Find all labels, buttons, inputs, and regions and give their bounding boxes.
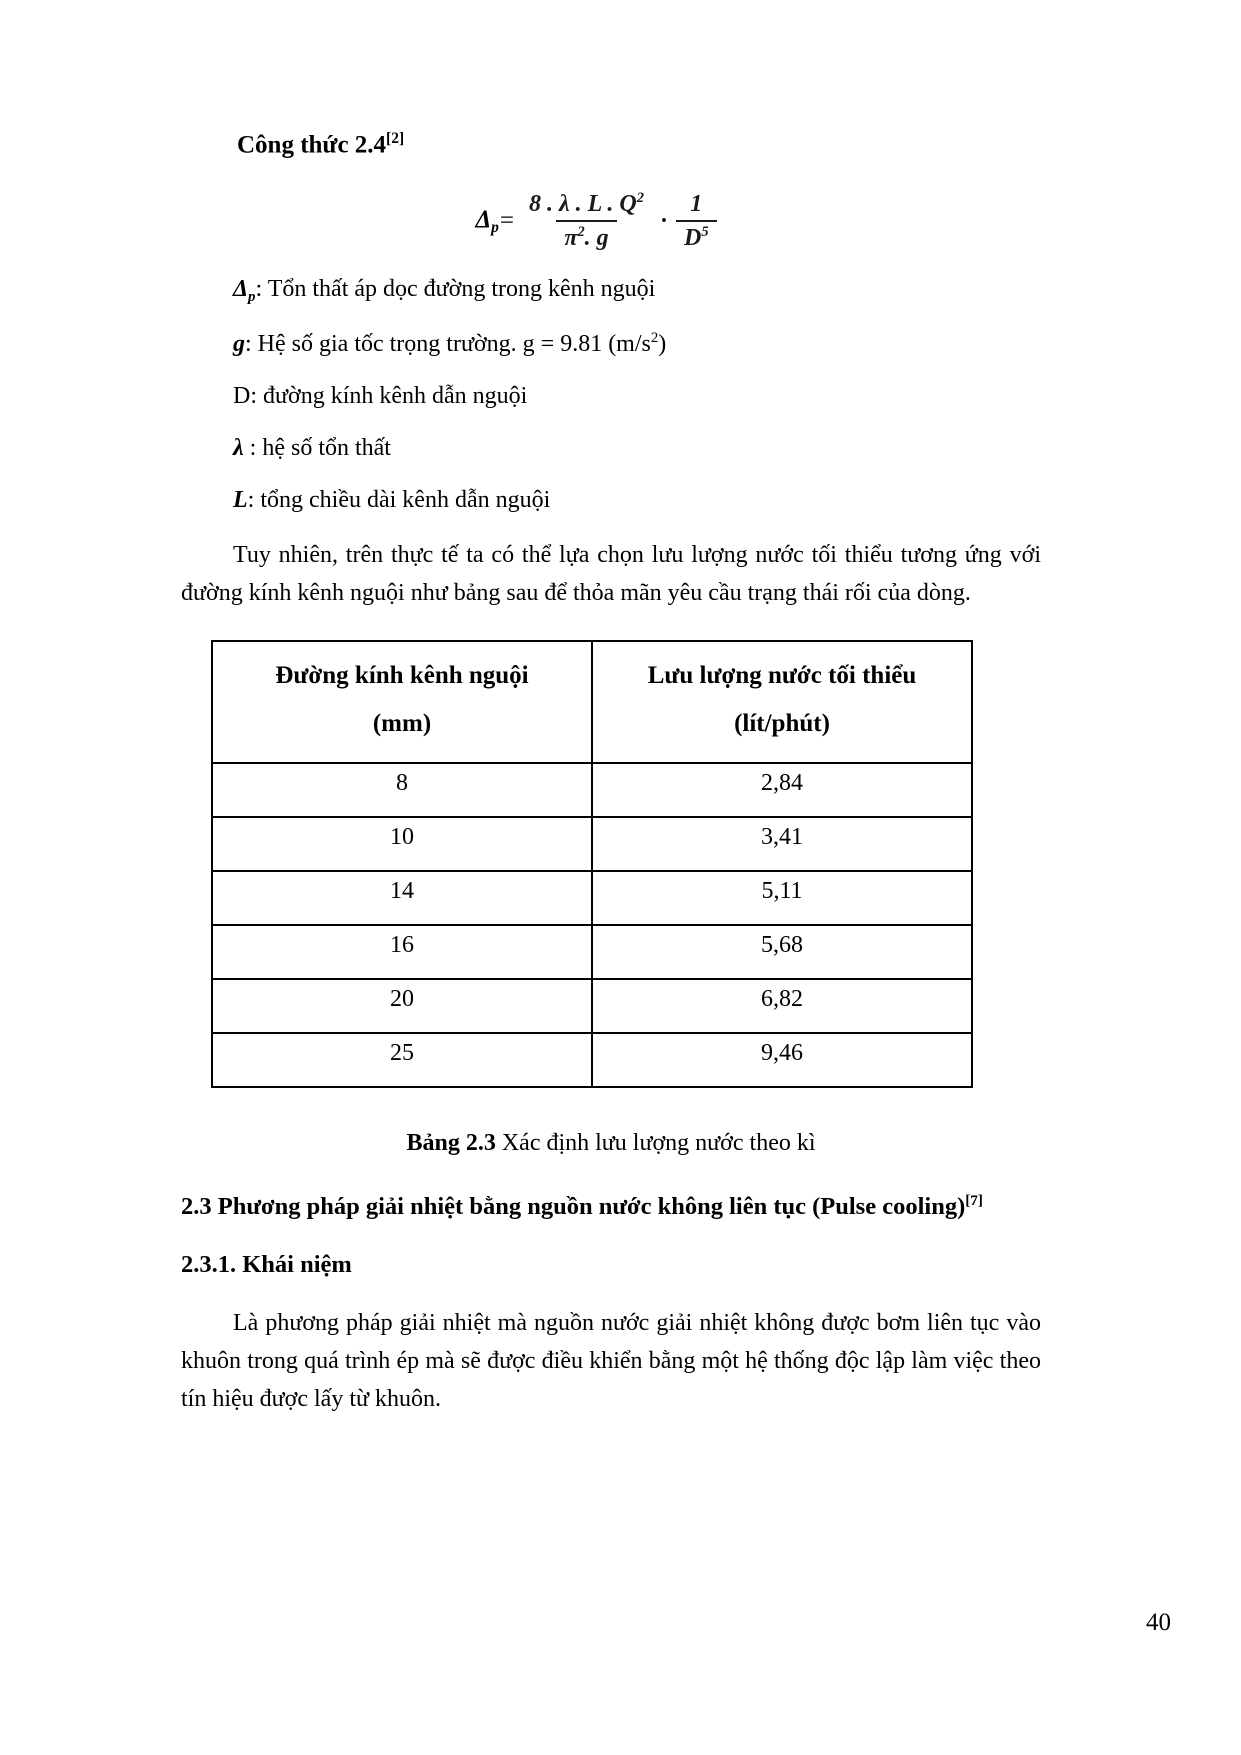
formula-numerator-exponent: 2: [636, 190, 644, 207]
closing-paragraph: Là phương pháp giải nhiệt mà nguồn nước giải nhiệt không được bơm liên tục vào khuôn trong quá trình ép mà sẽ được điều khiển bằng một hệ thống độc lập làm việc theo tín hiệu được lấy từ khuôn.: [181, 1310, 1041, 1413]
table-row: [212, 1033, 972, 1087]
definition-delta-p: [181, 274, 1041, 306]
formula-denominator-text: π: [564, 225, 578, 252]
table-header-flow-unit: (lít/phút): [734, 709, 830, 737]
table-cell-flow: 6,82: [592, 979, 972, 1033]
table-cell-flow: 5,68: [592, 925, 972, 979]
formula-heading-text: Công thức 2.4: [237, 131, 387, 159]
definition-text: : Tổn thất áp dọc đường trong kênh nguội: [255, 276, 656, 303]
formula-denominator-rest: . g: [584, 225, 609, 252]
definition-symbol: L: [233, 486, 248, 513]
formula-heading: [237, 130, 1041, 160]
formula-second-numerator: 1: [690, 190, 703, 217]
definition-text: : đường kính kênh dẫn nguội: [250, 382, 528, 409]
definition-exponent: 2: [650, 329, 659, 346]
table-caption-text: Xác định lưu lượng nước theo kì: [495, 1130, 816, 1157]
definition-d: [181, 381, 1041, 411]
page-number: 40: [1146, 1609, 1171, 1636]
flow-rate-table: [211, 640, 973, 1088]
formula-multiplication-dot: ·: [659, 207, 668, 234]
definition-symbol: λ: [233, 434, 244, 461]
section-heading-2-3: [181, 1191, 1041, 1223]
table-header-flow-title: Lưu lượng nước tối thiểu: [647, 662, 917, 690]
table-row: [212, 871, 972, 925]
definition-symbol-text: Δ: [233, 276, 249, 303]
formula-second-denominator-text: D: [683, 224, 702, 251]
definition-text: : Hệ số gia tốc trọng trường. g = 9.81 (m/s: [245, 330, 651, 357]
table-row: [212, 979, 972, 1033]
formula-equals: =: [499, 207, 514, 235]
table-cell-flow: 3,41: [592, 817, 972, 871]
table-caption: [181, 1130, 1041, 1157]
definition-lambda: [181, 433, 1041, 463]
table-cell-diameter: 10: [212, 817, 592, 871]
definition-text-after: ): [658, 330, 667, 357]
definition-symbol: D: [233, 382, 251, 409]
formula-second-denominator: [676, 220, 717, 252]
formula-block: [181, 190, 1041, 252]
table-caption-label: Bảng 2.3: [406, 1130, 496, 1157]
formula-numerator-text: 8 . λ . L . Q: [529, 191, 637, 218]
table-cell-diameter: 25: [212, 1033, 592, 1087]
definition-l: [181, 485, 1041, 515]
definition-text: : hệ số tổn thất: [243, 434, 391, 461]
definition-symbol: g: [233, 330, 245, 357]
definition-symbol-subscript: p: [248, 289, 256, 306]
table-cell-flow: 2,84: [592, 763, 972, 817]
table-header: [212, 641, 972, 763]
table-cell-diameter: 14: [212, 871, 592, 925]
table-cell-diameter: 20: [212, 979, 592, 1033]
formula-lhs-subscript: p: [491, 218, 499, 236]
intro-paragraph: Tuy nhiên, trên thực tế ta có thể lựa chọn lưu lượng nước tối thiểu tương ứng với đường kính kênh nguội như bảng sau để thỏa mãn yêu cầu trạng thái rối của dòng.: [181, 541, 1041, 606]
page-content: [181, 130, 1041, 1419]
table-row: [212, 925, 972, 979]
formula-lhs: [475, 206, 498, 237]
definition-g: [181, 329, 1041, 359]
definition-symbol: [233, 276, 256, 306]
table-header-row: [212, 641, 972, 763]
definition-text: : tổng chiều dài kênh dẫn nguội: [247, 486, 551, 513]
formula-heading-reference: [2]: [386, 130, 405, 147]
table-cell-flow: 9,46: [592, 1033, 972, 1087]
table-body: [212, 763, 972, 1087]
formula-denominator: [556, 220, 616, 252]
table-cell-diameter: 16: [212, 925, 592, 979]
flow-rate-table-wrapper: [211, 640, 973, 1088]
subsection-heading-2-3-1: 2.3.1. Khái niệm: [181, 1251, 352, 1279]
table-header-diameter-title: Đường kính kênh nguội: [275, 662, 529, 690]
formula-second-fraction: [676, 191, 717, 252]
table-row: [212, 817, 972, 871]
table-header-diameter: [212, 641, 592, 763]
section-heading-reference: [7]: [965, 1192, 983, 1210]
table-header-diameter-unit: (mm): [372, 709, 432, 737]
formula-lhs-symbol: Δ: [475, 205, 492, 233]
table-cell-diameter: 8: [212, 763, 592, 817]
formula-first-fraction: [521, 190, 652, 252]
formula-denominator-exponent: 2: [577, 224, 585, 241]
table-header-flow: [592, 641, 972, 763]
table-cell-flow: 5,11: [592, 871, 972, 925]
section-heading-text: 2.3 Phương pháp giải nhiệt bằng nguồn nước không liên tục (Pulse cooling): [181, 1193, 966, 1221]
table-row: [212, 763, 972, 817]
formula-second-denominator-exponent: 5: [701, 223, 709, 240]
formula-expression: [475, 190, 720, 252]
formula-numerator: [521, 190, 652, 220]
